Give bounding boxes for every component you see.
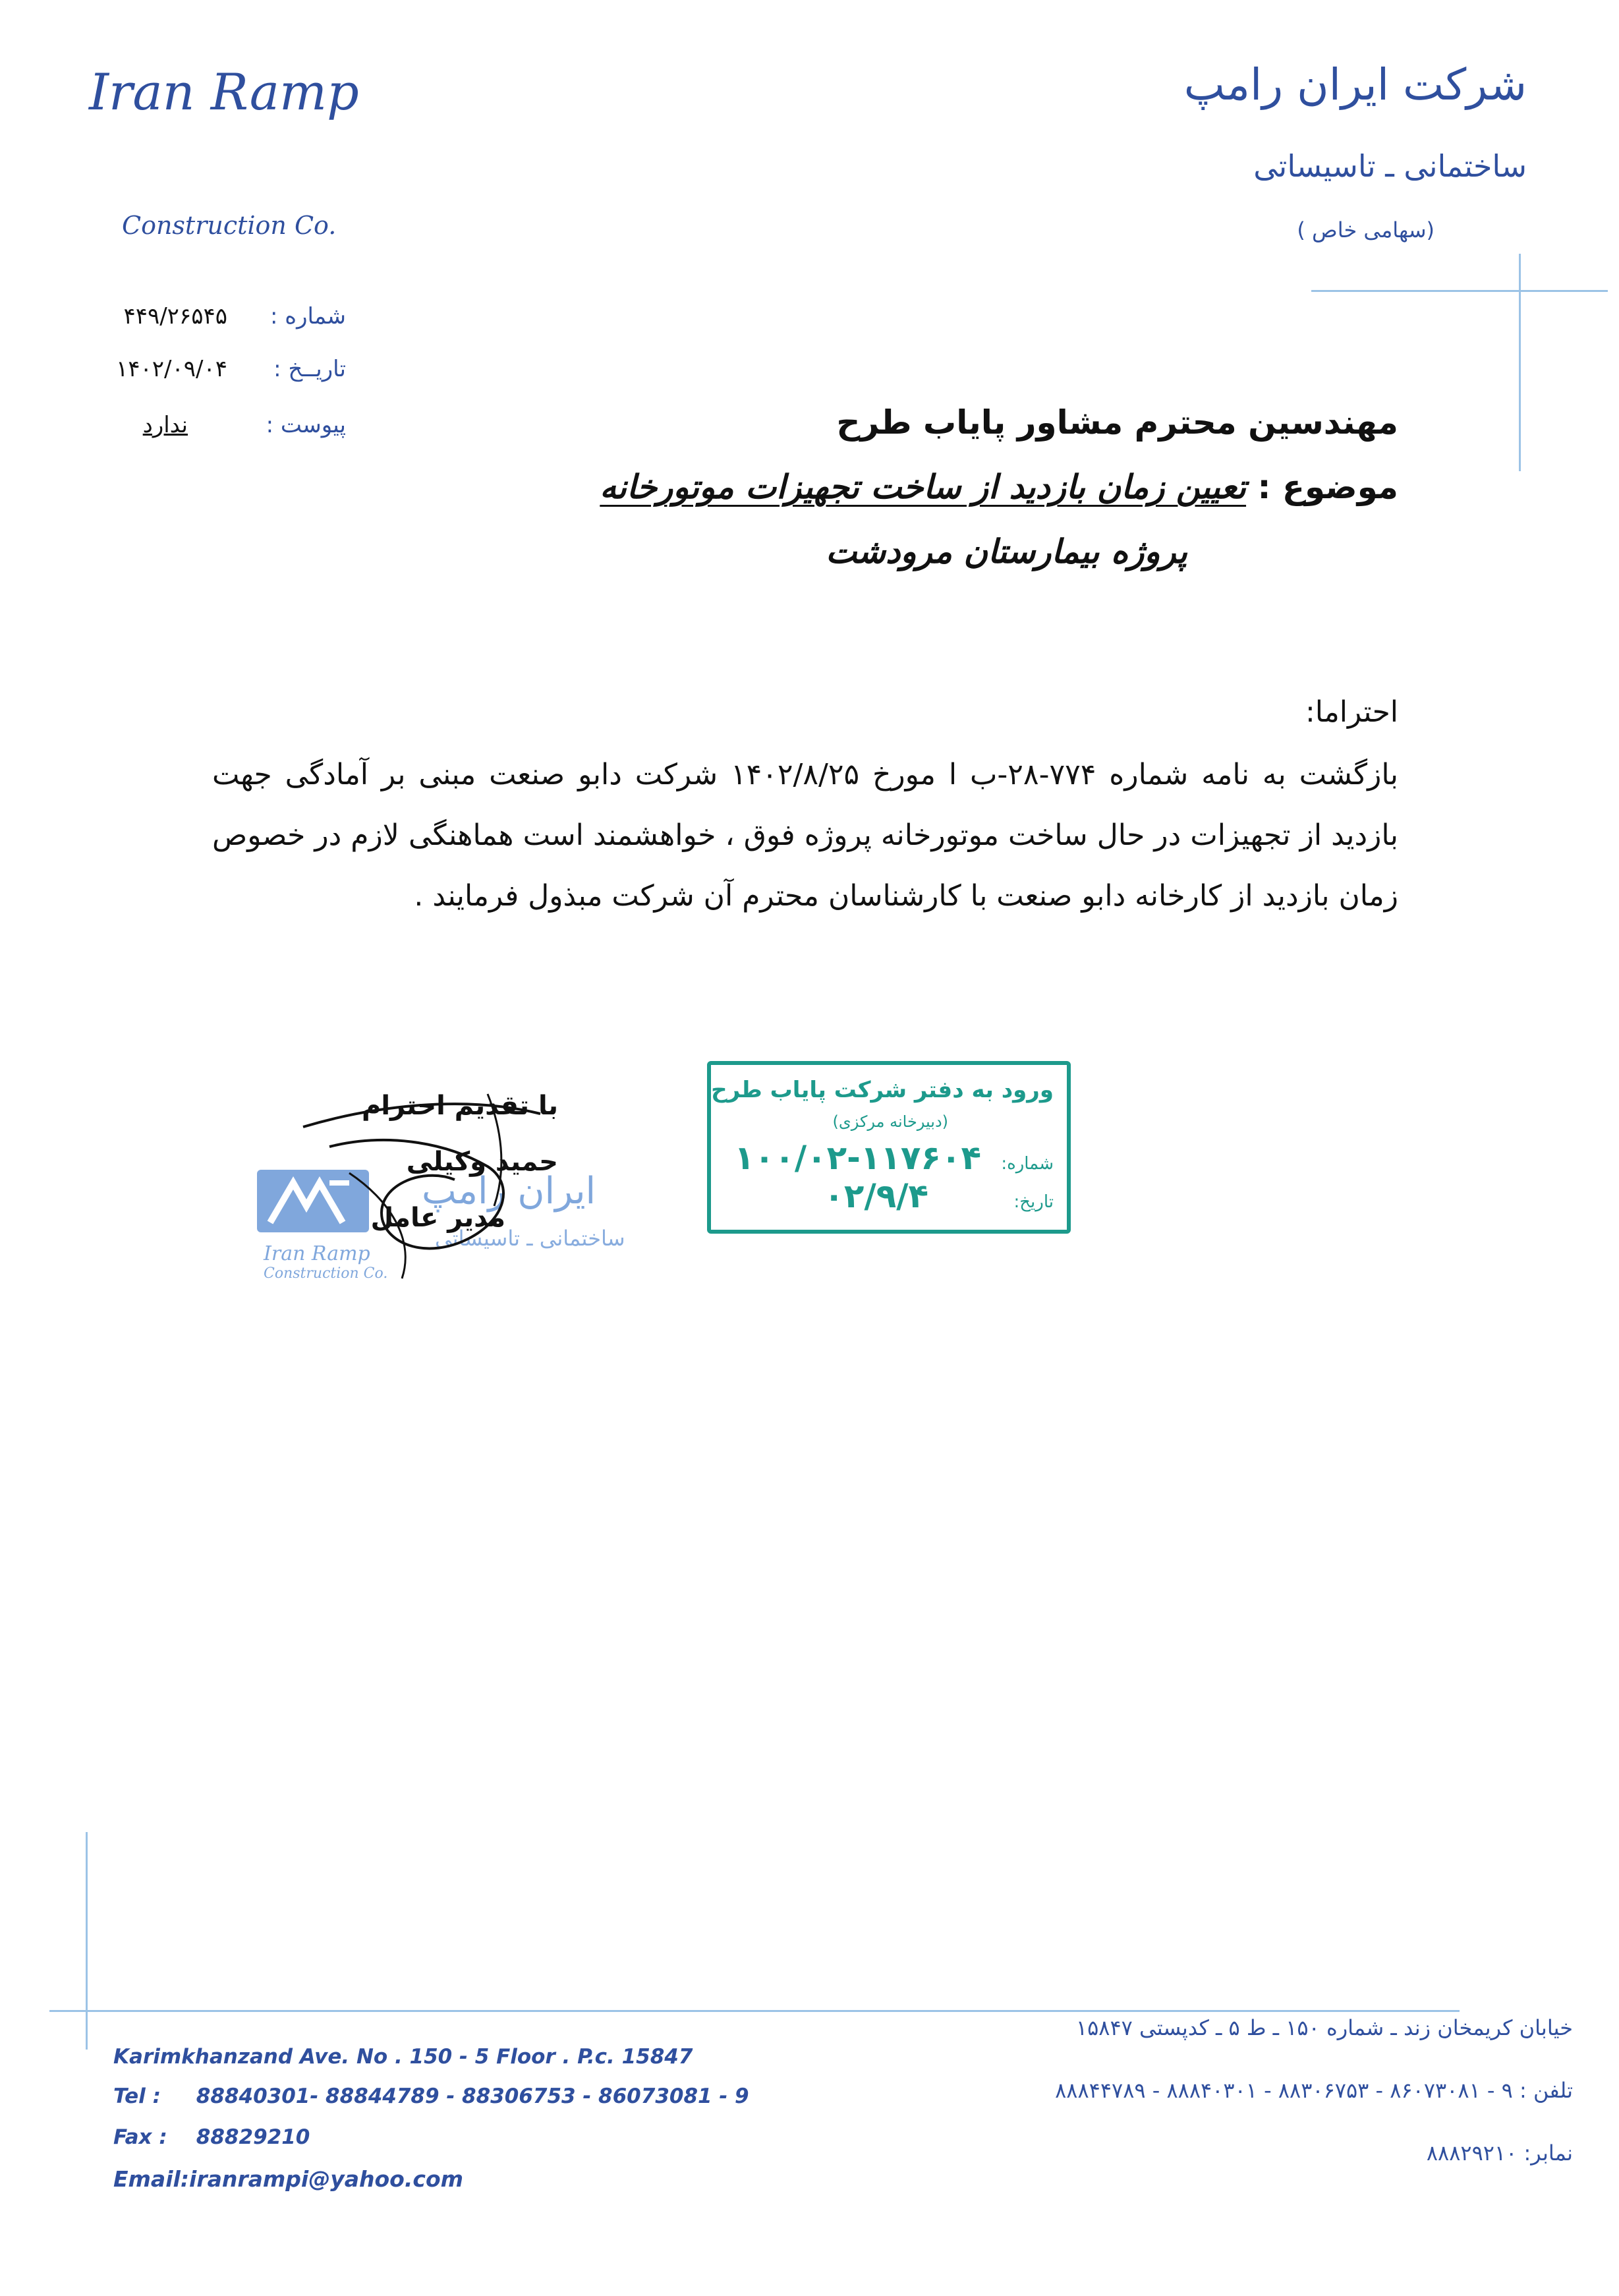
footer-email-en: Email:iranrampi@yahoo.com	[113, 2166, 463, 2192]
footer-tel-en	[113, 2084, 749, 2108]
received-stamp-number-value: ۱۰۰/۰۲-۱۱۷۶۰۴	[734, 1139, 981, 1177]
subject-text: تعیین زمان بازدید از ساخت تجهیزات موتورخانه	[600, 468, 1247, 506]
company-stamp-name-fa: ایران رامپ	[422, 1170, 596, 1213]
meta-number-label: شماره :	[270, 303, 346, 330]
footer-tel-value: 88840301- 88844789 - 88306753 - 86073081 - 9	[196, 2084, 749, 2108]
company-legal-fa: (سهامی خاص )	[1297, 217, 1434, 243]
signature-closing: با تقدیم احترام	[362, 1091, 558, 1121]
header-rule-vertical	[1519, 254, 1521, 471]
meta-date-row	[76, 356, 346, 382]
company-stamp-sub-fa: ساختمانی ـ تاسیساتی	[435, 1226, 625, 1251]
received-stamp-date-row	[824, 1177, 1054, 1215]
received-stamp-title: ورود به دفتر شرکت پایاب طرح	[711, 1077, 1054, 1103]
received-stamp-number-row	[734, 1139, 1054, 1177]
company-stamp-sub-en: Construction Co.	[264, 1265, 388, 1282]
subject-line	[600, 468, 1398, 506]
company-type-fa: ساختمانی ـ تاسیساتی	[1253, 148, 1527, 184]
received-stamp-subtitle: (دبیرخانه مرکزی)	[832, 1112, 948, 1131]
footer-rule-horizontal	[49, 2010, 1460, 2012]
received-stamp-date-value: ۰۲/۹/۴	[824, 1177, 928, 1215]
signature-title: مدیر عامل	[370, 1203, 505, 1233]
footer-address-en: Karimkhanzand Ave. No . 150 - 5 Floor . P.c. 15847	[113, 2045, 693, 2069]
footer-tel-label: Tel :	[113, 2084, 161, 2108]
letter-body: بازگشت به نامه شماره ۷۷۴-۲۸-ب ا مورخ ۱۴۰۲/۸/۲۵ شرکت دابو صنعت مبنی بر آمادگی جهت بازدید از تجهیزات در حال ساخت موتورخانه پروژه فوق ، خواهشمند است هماهنگی لازم در خصوص زمان بازدید از کارخانه دابو صنعت با کارشناسان محترم آن شرکت مبذول فرمایند .	[212, 758, 1398, 913]
footer-tel-fa: تلفن : ۹ - ۸۶۰۷۳۰۸۱ - ۸۸۳۰۶۷۵۳ - ۸۸۸۴۰۳۰۱ - ۸۸۸۴۴۷۸۹	[1055, 2078, 1573, 2103]
footer-fax-fa: نمابر: ۸۸۸۲۹۲۱۰	[1426, 2140, 1573, 2166]
meta-date-value: ۱۴۰۲/۰۹/۰۴	[115, 356, 227, 382]
footer-rule-vertical	[86, 1832, 88, 2050]
meta-attachment-row	[76, 412, 346, 438]
received-stamp-date-label: تاریخ:	[1013, 1192, 1054, 1212]
company-stamp-name-en: Iran Ramp	[264, 1242, 370, 1265]
project-line: پروژه بیمارستان مرودشت	[826, 532, 1187, 571]
company-name-en: Iran Ramp	[89, 63, 359, 121]
received-stamp-number-label: شماره:	[1001, 1154, 1054, 1174]
handwritten-signature-icon	[290, 1068, 567, 1292]
company-subtitle-en: Construction Co.	[122, 211, 337, 240]
company-name-fa: شرکت ایران رامپ	[1183, 59, 1527, 110]
meta-number-row	[76, 303, 346, 330]
signature-name: حمید وکیلی	[406, 1147, 558, 1177]
footer-address-fa: خیابان کریمخان زند ـ شماره ۱۵۰ ـ ط ۵ ـ کدپستی ۱۵۸۴۷	[1075, 2015, 1573, 2040]
meta-attachment-value: ندارد	[142, 412, 188, 438]
meta-number-value: ۴۴۹/۲۶۵۴۵	[123, 303, 227, 330]
footer-fax-value: 88829210	[196, 2125, 310, 2149]
greeting: احتراما:	[1305, 695, 1398, 729]
subject-label: موضوع :	[1257, 468, 1398, 506]
meta-attachment-label: پیوست :	[266, 412, 346, 438]
header-rule-horizontal	[1311, 290, 1608, 292]
footer-fax-label: Fax :	[113, 2125, 167, 2149]
addressee: مهندسین محترم مشاور پایاب طرح	[836, 403, 1398, 442]
footer-fax-en	[113, 2125, 310, 2149]
meta-date-label: تاریــخ :	[273, 356, 346, 382]
received-stamp	[707, 1061, 1071, 1234]
